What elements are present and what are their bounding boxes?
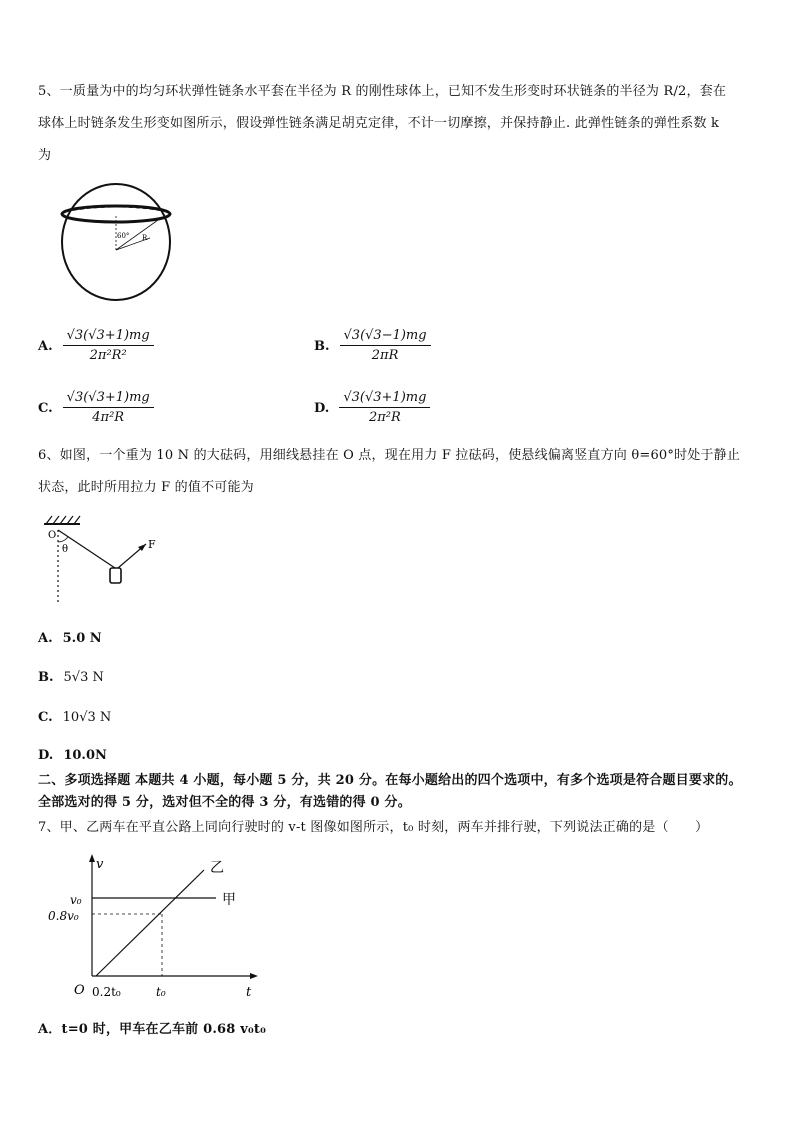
q7-option-a[interactable]: A．t=0 时，甲车在乙车前 0.68 v₀t₀	[38, 1022, 267, 1037]
q5-option-a[interactable]	[38, 328, 154, 364]
q6-option-b[interactable]: B. 5√3 N	[38, 670, 104, 685]
q6-text	[38, 440, 760, 504]
q5-option-a-label: A.	[38, 338, 53, 354]
q6-line2: 状态，此时所用拉力 F 的值不可能为	[38, 480, 254, 495]
q6-line1: 6、如图，一个重为 10 N 的大砝码，用细线悬挂在 O 点，现在用力 F 拉砝码，使悬线偏离竖直方向 θ=60°时处于静止	[38, 448, 741, 463]
svg-text:t₀: t₀	[156, 985, 166, 999]
q7-line1: 7、甲、乙两车在平直公路上同向行驶时的 v-t 图像如图所示，t₀ 时刻，两车并排行驶，下列说法正确的是（ ）	[38, 820, 709, 835]
q5-option-b-fraction: $\frac{√3(√3-1)mg}{2\pi R}$	[340, 328, 431, 364]
q5-line2: 球体上时链条发生形变如图所示，假设弹性链条满足胡克定律，不计一切摩擦，并保持静止. 此弹性链条的弹性系数 k	[38, 116, 720, 131]
q6-option-d[interactable]: D. 10.0N	[38, 748, 107, 763]
svg-text:v₀: v₀	[70, 893, 82, 907]
svg-text:t: t	[246, 985, 252, 1000]
q5-option-b-label: B.	[314, 338, 330, 354]
q5-option-c-fraction: $\frac{√3(√3+1)mg}{\text{4π²R}}$	[63, 390, 154, 426]
q6-pendulum-figure	[38, 510, 168, 610]
q5-text	[38, 76, 760, 172]
svg-text:乙: 乙	[210, 860, 224, 876]
q5-fig-angle: 60°	[117, 232, 130, 240]
q7-vt-graph	[44, 852, 274, 1002]
q5-line1: 5、一质量为中的均匀环状弹性链条水平套在半径为 R 的刚性球体上，已知不发生形变时环状链条的半径为 R/2，套在	[38, 84, 727, 99]
svg-text:v: v	[96, 857, 104, 872]
q5-option-d-fraction: $\frac{√3(√3+1)mg}{\text{2π²R}}$	[339, 390, 430, 426]
q6-fig-theta: θ	[62, 544, 69, 555]
q5-option-d[interactable]	[314, 390, 430, 426]
q6-option-a[interactable]: A. 5.0 N	[38, 631, 102, 646]
section2-heading: 二、多项选择题 本题共 4 小题，每小题 5 分，共 20 分。在每小题给出的四个选项中，有多个选项是符合题目要求的。 全部选对的得 5 分，选对但不全的得 3 分，有选错的得 0 分。	[38, 773, 742, 810]
svg-text:O: O	[74, 983, 85, 998]
q5-option-d-label: D.	[314, 400, 330, 416]
q6-option-c[interactable]: C. 10√3 N	[38, 710, 112, 725]
q5-option-a-fraction: $\frac{√3(√3+1)mg}{\text{2π²R²}}$	[63, 328, 154, 364]
svg-text:甲: 甲	[222, 892, 236, 908]
q5-line3: 为	[38, 148, 52, 163]
svg-text:0.8v₀: 0.8v₀	[48, 909, 79, 923]
q6-fig-f: F	[148, 538, 156, 551]
q5-option-b[interactable]	[314, 328, 431, 364]
q6-fig-o: O	[48, 530, 57, 541]
svg-text:0.2t₀: 0.2t₀	[92, 985, 121, 999]
q5-option-c[interactable]	[38, 390, 154, 426]
q7-text	[38, 812, 760, 844]
q5-option-c-label: C.	[38, 400, 53, 416]
q5-fig-r: R	[142, 234, 148, 242]
q5-sphere-figure	[58, 180, 178, 305]
